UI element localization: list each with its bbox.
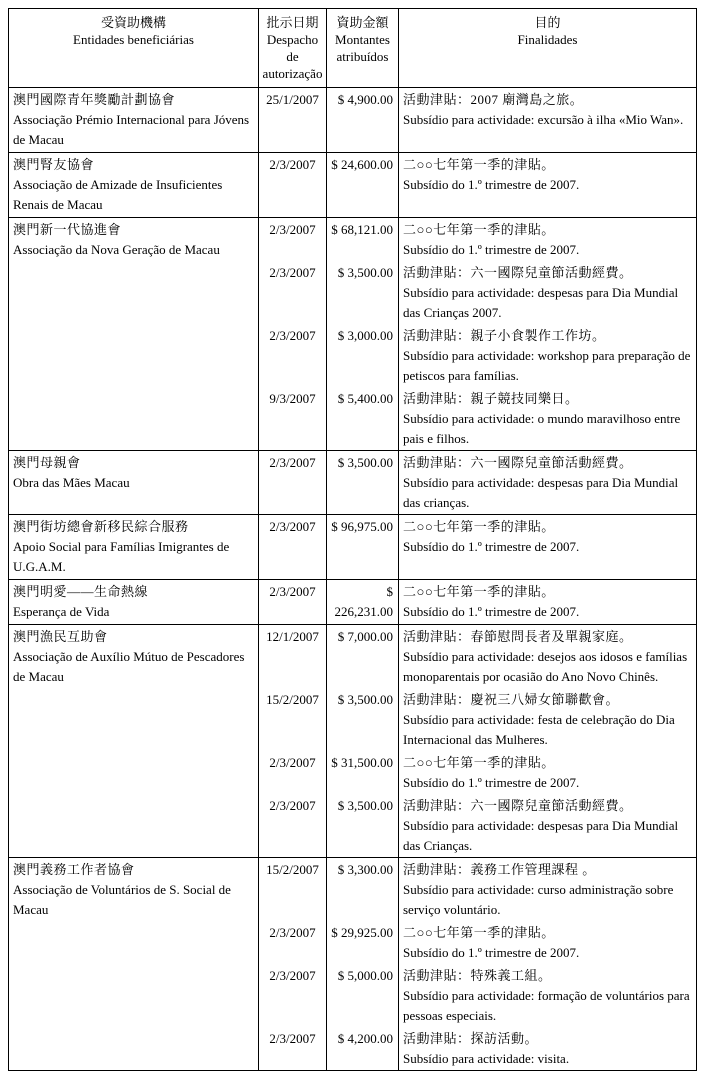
subsidy-entry (259, 515, 696, 579)
amount-value: $ 226,231.00 (327, 580, 399, 624)
entity-cell (9, 218, 259, 450)
subsidy-entry (259, 751, 696, 794)
authorization-date: 15/2/2007 (259, 688, 327, 751)
subsidy-entry (259, 451, 696, 514)
authorization-date: 2/3/2007 (259, 324, 327, 387)
entity-cell (9, 625, 259, 857)
entity-cell (9, 88, 259, 152)
purpose-pt: Subsídio do 1.º trimestre de 2007. (403, 242, 580, 257)
entry-list (259, 88, 696, 152)
amount-value: $ 3,500.00 (327, 451, 399, 514)
entity-name-zh: 澳門義務工作者協會 (13, 862, 135, 877)
purpose-zh: 活動津貼：義務工作管理課程 。 (403, 862, 596, 877)
entity-name-zh: 澳門國際青年獎勵計劃協會 (13, 92, 176, 107)
purpose-cell (399, 751, 696, 794)
subsidy-entry (259, 794, 696, 857)
purpose-zh: 二○○七年第一季的津貼。 (403, 755, 555, 770)
header-entity-zh: 受資助機構 (100, 15, 166, 30)
purpose-pt: Subsídio do 1.º trimestre de 2007. (403, 775, 580, 790)
entity-name-zh: 澳門腎友協會 (13, 157, 95, 172)
entity-name-pt: Apoio Social para Famílias Imigrantes de U.G.A.M. (13, 539, 230, 574)
amount-value: $ 5,000.00 (327, 964, 399, 1027)
entry-list (259, 153, 696, 217)
purpose-pt: Subsídio do 1.º trimestre de 2007. (403, 604, 580, 619)
entity-name-pt: Associação de Auxílio Mútuo de Pescadores de Macau (13, 649, 245, 684)
purpose-cell (399, 218, 696, 261)
entity-cell (9, 451, 259, 514)
table-row (9, 88, 696, 152)
purpose-zh: 二○○七年第一季的津貼。 (403, 925, 555, 940)
table-row (9, 624, 696, 857)
purpose-pt: Subsídio para actividade: visita. (403, 1051, 570, 1066)
purpose-pt: Subsídio do 1.º trimestre de 2007. (403, 177, 580, 192)
purpose-zh: 活動津貼：六一國際兒童節活動經費。 (403, 798, 633, 813)
entry-list (259, 580, 696, 624)
purpose-pt: Subsídio do 1.º trimestre de 2007. (403, 539, 580, 554)
entity-cell (9, 858, 259, 1070)
purpose-cell (399, 964, 696, 1027)
purpose-cell (399, 451, 696, 514)
purpose-zh: 活動津貼：六一國際兒童節活動經費。 (403, 265, 633, 280)
purpose-cell (399, 794, 696, 857)
header-date (259, 9, 327, 87)
header-amount-zh: 資助金額 (336, 15, 389, 30)
authorization-date: 15/2/2007 (259, 858, 327, 921)
entity-name-zh: 澳門新一代協進會 (13, 222, 122, 237)
amount-value: $ 68,121.00 (327, 218, 399, 261)
subsidy-entry (259, 858, 696, 921)
purpose-cell (399, 88, 696, 152)
header-amount-pt-line2: atribuídos (336, 49, 389, 64)
authorization-date: 2/3/2007 (259, 921, 327, 964)
purpose-zh: 二○○七年第一季的津貼。 (403, 157, 555, 172)
entity-name-pt: Associação de Amizade de Insuficientes Renais de Macau (13, 177, 223, 212)
amount-value: $ 5,400.00 (327, 387, 399, 450)
header-purpose-pt: Finalidades (517, 32, 578, 47)
table-row (9, 514, 696, 579)
purpose-pt: Subsídio do 1.º trimestre de 2007. (403, 945, 580, 960)
entity-name-pt: Associação da Nova Geração de Macau (13, 242, 220, 257)
authorization-date: 2/3/2007 (259, 580, 327, 624)
entity-name-pt: Associação Prémio Internacional para Jóvens de Macau (13, 112, 250, 147)
purpose-pt: Subsídio para actividade: despesas para Dia Mundial das crianças. (403, 475, 679, 510)
table-header (9, 9, 696, 88)
subsidy-entry (259, 324, 696, 387)
header-amount (327, 9, 399, 87)
header-entity-pt: Entidades beneficiárias (73, 32, 194, 47)
purpose-zh: 二○○七年第一季的津貼。 (403, 519, 555, 534)
purpose-pt: Subsídio para actividade: workshop para preparação de petiscos para famílias. (403, 348, 691, 383)
purpose-pt: Subsídio para actividade: curso administração sobre serviço voluntário. (403, 882, 674, 917)
subsidy-entry (259, 580, 696, 624)
entity-cell (9, 153, 259, 217)
purpose-zh: 活動津貼：2007 廟灣島之旅。 (403, 92, 584, 107)
table-row (9, 857, 696, 1070)
header-amount-pt-line1: Montantes (335, 32, 390, 47)
amount-value: $ 29,925.00 (327, 921, 399, 964)
amount-value: $ 96,975.00 (327, 515, 399, 579)
entity-name-zh: 澳門漁民互助會 (13, 629, 108, 644)
amount-value: $ 3,300.00 (327, 858, 399, 921)
authorization-date: 25/1/2007 (259, 88, 327, 152)
purpose-zh: 二○○七年第一季的津貼。 (403, 222, 555, 237)
authorization-date: 2/3/2007 (259, 153, 327, 217)
purpose-pt: Subsídio para actividade: o mundo maravilhoso entre pais e filhos. (403, 411, 681, 446)
entity-name-zh: 澳門母親會 (13, 455, 81, 470)
amount-value: $ 3,500.00 (327, 794, 399, 857)
purpose-pt: Subsídio para actividade: despesas para Dia Mundial das Crianças. (403, 818, 679, 853)
entry-list (259, 218, 696, 450)
purpose-cell (399, 625, 696, 688)
purpose-zh: 活動津貼：親子競技同樂日。 (403, 391, 579, 406)
amount-value: $ 4,900.00 (327, 88, 399, 152)
authorization-date: 2/3/2007 (259, 451, 327, 514)
entity-name-pt: Obra das Mães Macau (13, 475, 130, 490)
subsidy-entry (259, 688, 696, 751)
entry-list (259, 858, 696, 1070)
subsidy-entry (259, 153, 696, 217)
purpose-cell (399, 387, 696, 450)
purpose-zh: 活動津貼：慶祝三八婦女節聯歡會。 (403, 692, 620, 707)
purpose-cell (399, 324, 696, 387)
table-body (9, 88, 696, 1070)
entity-cell (9, 580, 259, 624)
amount-value: $ 31,500.00 (327, 751, 399, 794)
purpose-pt: Subsídio para actividade: festa de celebração do Dia Internacional das Mulheres. (403, 712, 675, 747)
table-row (9, 217, 696, 450)
header-date-pt-line2: autorização (262, 66, 323, 81)
subsidy-entry (259, 921, 696, 964)
purpose-cell (399, 688, 696, 751)
purpose-cell (399, 1027, 696, 1070)
authorization-date: 2/3/2007 (259, 751, 327, 794)
entity-name-pt: Associação de Voluntários de S. Social de Macau (13, 882, 231, 917)
purpose-zh: 活動津貼：春節慰問長者及單親家庭。 (403, 629, 633, 644)
entity-name-zh: 澳門明愛——生命熱線 (13, 584, 149, 599)
authorization-date: 2/3/2007 (259, 794, 327, 857)
subsidy-entry (259, 625, 696, 688)
purpose-cell (399, 515, 696, 579)
authorization-date: 12/1/2007 (259, 625, 327, 688)
amount-value: $ 4,200.00 (327, 1027, 399, 1070)
subsidy-entry (259, 964, 696, 1027)
purpose-zh: 活動津貼：親子小食製作工作坊。 (403, 328, 606, 343)
entity-name-zh: 澳門街坊總會新移民綜合服務 (13, 519, 189, 534)
purpose-pt: Subsídio para actividade: despesas para Dia Mundial das Crianças 2007. (403, 285, 679, 320)
table-row (9, 579, 696, 624)
purpose-cell (399, 261, 696, 324)
purpose-zh: 活動津貼：特殊義工組。 (403, 968, 552, 983)
purpose-pt: Subsídio para actividade: desejos aos idosos e famílias monoparentais por ocasião do Ano Novo Chinês. (403, 649, 688, 684)
subsidy-entry (259, 1027, 696, 1070)
authorization-date: 2/3/2007 (259, 964, 327, 1027)
header-purpose-zh: 目的 (534, 15, 561, 30)
purpose-cell (399, 921, 696, 964)
purpose-cell (399, 858, 696, 921)
entry-list (259, 451, 696, 514)
table-row (9, 450, 696, 514)
subsidy-table (8, 8, 697, 1071)
subsidy-entry (259, 88, 696, 152)
subsidy-entry (259, 218, 696, 261)
header-date-zh: 批示日期 (266, 15, 319, 30)
header-entity (9, 9, 259, 87)
entry-list (259, 625, 696, 857)
amount-value: $ 3,000.00 (327, 324, 399, 387)
amount-value: $ 3,500.00 (327, 261, 399, 324)
purpose-zh: 二○○七年第一季的津貼。 (403, 584, 555, 599)
purpose-zh: 活動津貼：探訪活動。 (403, 1031, 539, 1046)
authorization-date: 2/3/2007 (259, 261, 327, 324)
header-date-pt-line1: Despacho de (266, 32, 319, 64)
purpose-pt: Subsídio para actividade: formação de voluntários para pessoas especiais. (403, 988, 690, 1023)
table-row (9, 152, 696, 217)
purpose-zh: 活動津貼：六一國際兒童節活動經費。 (403, 455, 633, 470)
subsidy-entry (259, 387, 696, 450)
header-purpose (399, 9, 696, 87)
amount-value: $ 24,600.00 (327, 153, 399, 217)
amount-value: $ 3,500.00 (327, 688, 399, 751)
amount-value: $ 7,000.00 (327, 625, 399, 688)
authorization-date: 2/3/2007 (259, 515, 327, 579)
purpose-cell (399, 153, 696, 217)
entry-list (259, 515, 696, 579)
purpose-pt: Subsídio para actividade: excursão à ilha «Mio Wan». (403, 112, 684, 127)
authorization-date: 2/3/2007 (259, 1027, 327, 1070)
subsidy-entry (259, 261, 696, 324)
entity-name-pt: Esperança de Vida (13, 604, 110, 619)
authorization-date: 9/3/2007 (259, 387, 327, 450)
authorization-date: 2/3/2007 (259, 218, 327, 261)
entity-cell (9, 515, 259, 579)
purpose-cell (399, 580, 696, 624)
